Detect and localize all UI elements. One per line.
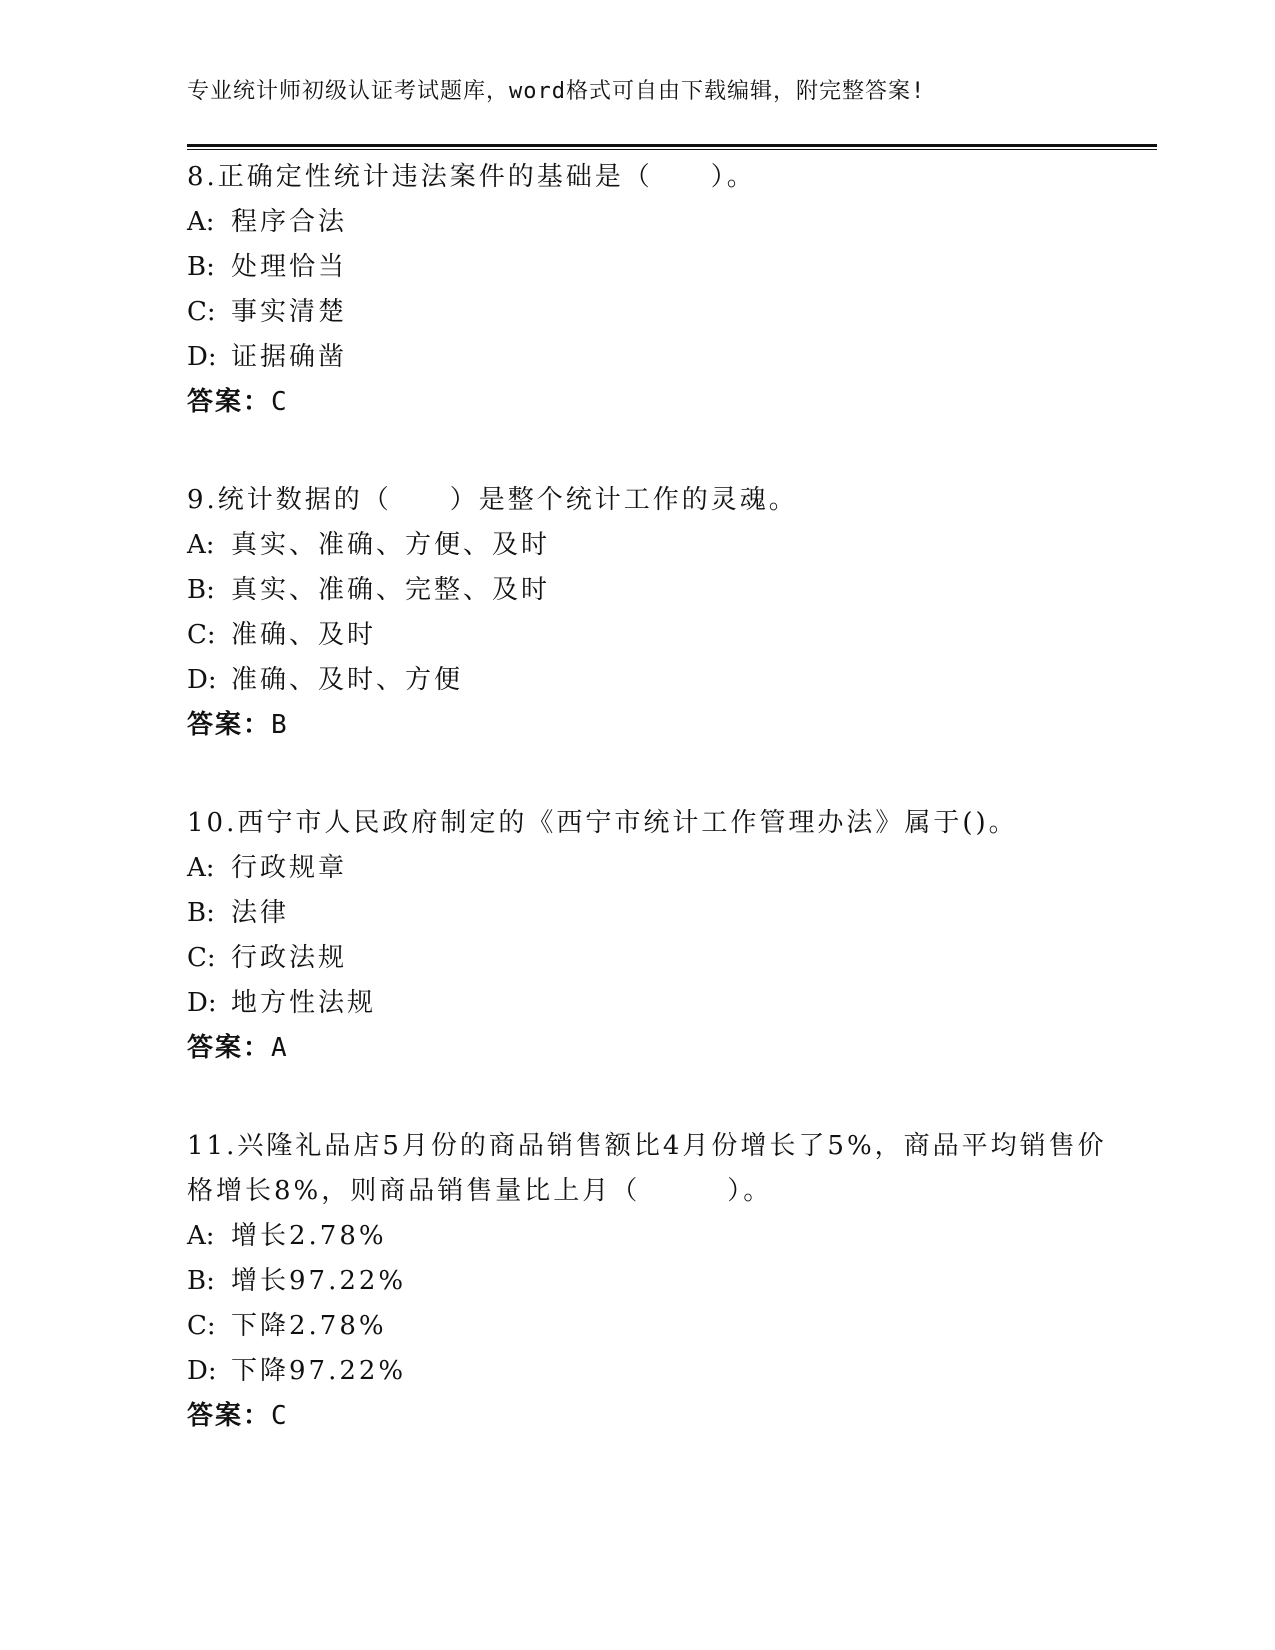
question-item <box>187 478 1127 748</box>
answer-line <box>187 1394 1127 1439</box>
answer-label: 答案： <box>187 710 272 740</box>
option-key: A: <box>187 1221 215 1251</box>
option-b <box>187 891 1127 936</box>
answer-label: 答案： <box>187 387 272 417</box>
option-key: C: <box>187 1311 216 1341</box>
option-key: A: <box>187 530 215 560</box>
option-a <box>187 200 1127 245</box>
answer-value: A <box>271 1033 287 1063</box>
option-text: 增长2.78% <box>231 1221 387 1251</box>
option-text: 准确、及时 <box>231 620 377 650</box>
question-item <box>187 155 1127 425</box>
option-key: B: <box>187 252 215 282</box>
option-key: B: <box>187 1266 215 1296</box>
option-key: D: <box>187 342 217 372</box>
option-text: 真实、准确、完整、及时 <box>231 575 551 605</box>
option-a <box>187 846 1127 891</box>
option-c <box>187 1304 1127 1349</box>
option-d <box>187 981 1127 1026</box>
option-key: A: <box>187 207 215 237</box>
answer-line <box>187 703 1127 748</box>
option-key: B: <box>187 575 215 605</box>
option-b <box>187 568 1127 613</box>
answer-value: B <box>271 710 287 740</box>
header-divider <box>187 144 1157 150</box>
question-stem: 11.兴隆礼品店5月份的商品销售额比4月份增长了5%，商品平均销售价格增长8%，则商品销售量比上月（ ）。 <box>187 1131 1107 1206</box>
option-text: 下降2.78% <box>231 1311 387 1341</box>
option-key: D: <box>187 988 217 1018</box>
question-stem: 9.统计数据的（ ）是整个统计工作的灵魂。 <box>187 485 798 515</box>
option-text: 事实清楚 <box>231 297 348 327</box>
option-a <box>187 523 1127 568</box>
option-text: 准确、及时、方便 <box>231 665 464 695</box>
option-text: 证据确凿 <box>231 342 348 372</box>
answer-label: 答案： <box>187 1401 272 1431</box>
option-key: C: <box>187 297 216 327</box>
option-text: 下降97.22% <box>231 1356 407 1386</box>
option-key: A: <box>187 853 215 883</box>
option-b <box>187 1259 1127 1304</box>
question-list <box>187 155 1127 1492</box>
answer-line <box>187 1026 1127 1071</box>
answer-value: C <box>271 1401 287 1431</box>
option-c <box>187 613 1127 658</box>
option-c <box>187 936 1127 981</box>
option-text: 真实、准确、方便、及时 <box>231 530 551 560</box>
option-d <box>187 335 1127 380</box>
option-d <box>187 1349 1127 1394</box>
option-key: C: <box>187 620 216 650</box>
answer-value: C <box>271 387 287 417</box>
option-text: 程序合法 <box>231 207 348 237</box>
option-key: D: <box>187 1356 217 1386</box>
option-key: C: <box>187 943 216 973</box>
option-key: B: <box>187 898 215 928</box>
option-text: 地方性法规 <box>231 988 377 1018</box>
option-key: D: <box>187 665 217 695</box>
answer-label: 答案： <box>187 1033 272 1063</box>
option-text: 行政规章 <box>231 853 348 883</box>
option-text: 处理恰当 <box>231 252 348 282</box>
question-stem: 8.正确定性统计违法案件的基础是（ ）。 <box>187 162 756 192</box>
page-header: 专业统计师初级认证考试题库，word格式可自由下载编辑，附完整答案! <box>187 79 926 104</box>
option-b <box>187 245 1127 290</box>
question-item <box>187 801 1127 1071</box>
option-text: 法律 <box>231 898 290 928</box>
question-stem: 10.西宁市人民政府制定的《西宁市统计工作管理办法》属于()。 <box>187 808 1018 838</box>
option-a <box>187 1214 1127 1259</box>
option-text: 增长97.22% <box>231 1266 407 1296</box>
option-d <box>187 658 1127 703</box>
answer-line <box>187 380 1127 425</box>
option-text: 行政法规 <box>231 943 348 973</box>
option-c <box>187 290 1127 335</box>
question-item <box>187 1124 1127 1439</box>
